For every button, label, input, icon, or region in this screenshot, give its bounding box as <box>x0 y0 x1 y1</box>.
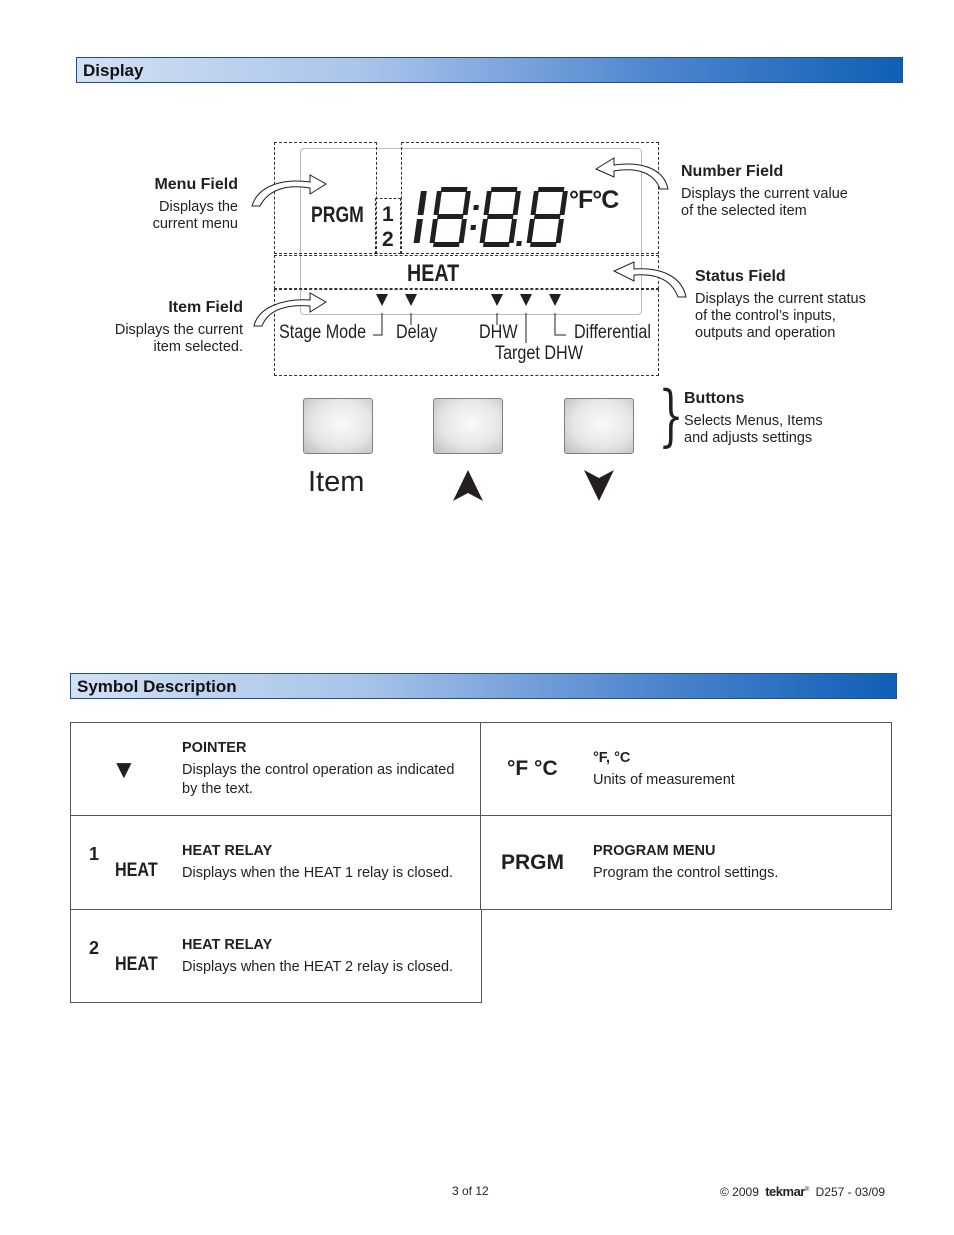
menu-field-arrow-icon <box>248 170 330 210</box>
number-field-callout <box>681 163 921 220</box>
lcd-item-delay: Delay <box>396 322 438 343</box>
status-field-desc-1: Displays the current status <box>695 291 866 307</box>
symbol-cell-heat1 <box>70 815 481 910</box>
pointer-desc-2: by the text. <box>182 781 253 797</box>
lcd-relay-1: 1 <box>382 203 394 226</box>
item-field-callout <box>80 299 243 356</box>
lcd-status-heat: HEAT <box>407 260 460 287</box>
prgm-desc-1: Program the control settings. <box>593 865 779 881</box>
units-desc-1: Units of measurement <box>593 772 735 788</box>
symbol-section-title: Symbol Description <box>77 677 237 696</box>
lcd-item-stage-mode: Stage Mode <box>279 322 367 343</box>
heat1-symbol: HEAT <box>115 860 158 881</box>
number-field-arrow-icon <box>592 155 672 193</box>
buttons-desc-2: and adjusts settings <box>684 430 813 446</box>
status-field-desc-2: of the control’s inputs, <box>695 308 836 324</box>
menu-field-desc-1: Displays the <box>159 199 238 215</box>
symbol-section-header <box>70 673 897 699</box>
item-field-desc-1: Displays the current <box>114 322 243 338</box>
item-button-label: Item <box>308 466 365 498</box>
lcd-units: °F°C <box>569 186 619 214</box>
units-head: °F, °C <box>593 750 631 766</box>
menu-field-title: Menu Field <box>154 176 238 193</box>
prgm-symbol: PRGM <box>501 851 564 874</box>
pointer-symbol-icon: ▼ <box>111 754 137 784</box>
brand-logo: tekmar <box>765 1184 805 1199</box>
menu-field-callout <box>100 176 238 233</box>
item-field-arrow-icon <box>250 288 332 330</box>
copyright: © 2009 <box>720 1185 759 1199</box>
lcd-item-differential: Differential <box>574 322 651 343</box>
footer-right: © 2009 tekmar® D257 - 03/09 <box>720 1184 886 1199</box>
heat1-desc-1: Displays when the HEAT 1 relay is closed. <box>182 865 454 881</box>
status-field-title: Status Field <box>695 268 786 285</box>
number-field-title: Number Field <box>681 163 784 180</box>
status-field-arrow-icon <box>610 255 690 301</box>
up-button[interactable] <box>433 398 503 454</box>
heat1-head: HEAT RELAY <box>182 843 273 859</box>
up-arrow-icon <box>452 469 484 502</box>
buttons-callout <box>684 390 924 447</box>
item-button[interactable] <box>303 398 373 454</box>
page-number: 3 of 12 <box>452 1184 489 1198</box>
lcd-item-target-dhw: Target DHW <box>495 343 583 364</box>
item-field-desc-2: item selected. <box>153 339 243 355</box>
document-code: D257 - 03/09 <box>815 1185 886 1199</box>
buttons-title: Buttons <box>684 390 745 407</box>
status-field-box <box>274 255 659 289</box>
symbol-cell-pointer <box>70 722 481 816</box>
number-field-desc-2: of the selected item <box>681 203 807 219</box>
status-field-desc-3: outputs and operation <box>695 325 836 341</box>
buttons-brace-icon: } <box>658 377 684 454</box>
heat2-symbol: HEAT <box>115 954 158 975</box>
lcd-menu-label: PRGM <box>311 202 364 227</box>
down-arrow-icon <box>583 469 615 502</box>
heat2-head: HEAT RELAY <box>182 937 273 953</box>
symbol-cell-units <box>480 722 892 816</box>
menu-field-desc-2: current menu <box>152 216 238 232</box>
down-button[interactable] <box>564 398 634 454</box>
pointer-desc-1: Displays the control operation as indicated <box>182 762 455 778</box>
heat2-desc-1: Displays when the HEAT 2 relay is closed. <box>182 959 454 975</box>
symbol-cell-heat2 <box>70 909 482 1003</box>
item-field-title: Item Field <box>168 299 243 316</box>
units-symbol: °F °C <box>507 757 558 780</box>
prgm-head: PROGRAM MENU <box>593 843 716 859</box>
lcd-relay-2: 2 <box>382 228 394 251</box>
buttons-desc-1: Selects Menus, Items <box>684 413 823 429</box>
pointer-head: POINTER <box>182 740 247 756</box>
lcd-item-dhw: DHW <box>479 322 518 343</box>
lcd-diagram <box>0 0 954 520</box>
heat1-relay-number: 1 <box>89 844 100 864</box>
number-field-desc-1: Displays the current value <box>681 186 848 202</box>
status-field-callout <box>695 268 935 342</box>
heat2-relay-number: 2 <box>89 938 100 958</box>
display-section-title: Display <box>83 61 144 80</box>
lcd-digits <box>400 183 570 253</box>
symbol-cell-prgm <box>480 815 892 910</box>
